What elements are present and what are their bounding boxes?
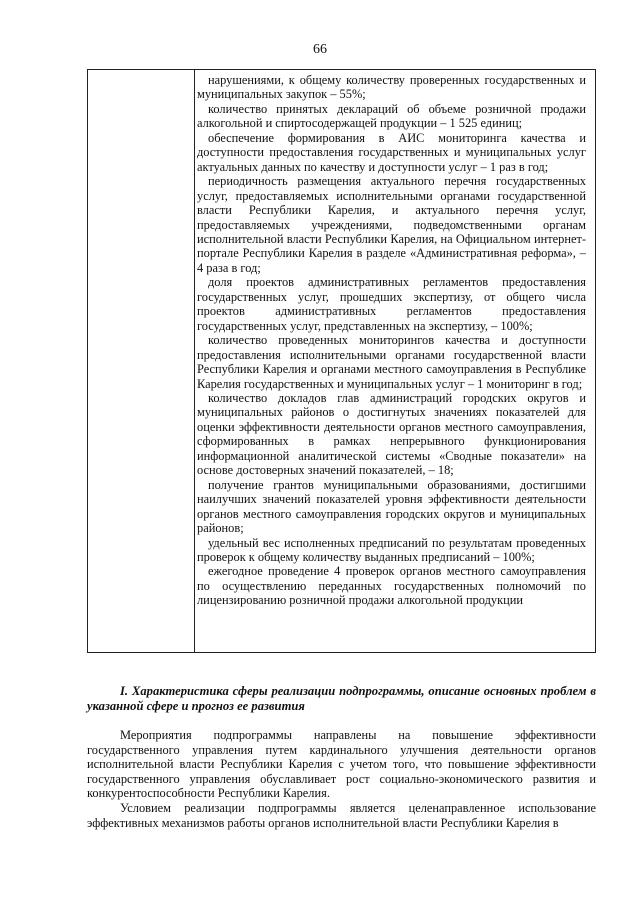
indicator-paragraph: доля проектов административных регламентов предоставления государственных услуг, прошедших экспертизу, от общего числа проектов административных регламентов предоставления государственных услуг, представленных на экспертизу, – 100%; [197,275,586,333]
indicator-paragraph: нарушениями, к общему количеству проверенных государственных и муниципальных закупок – 55%; [197,73,586,102]
indicators-cell [197,73,586,608]
indicator-paragraph: получение грантов муниципальными образованиями, достигшими наилучших значений показателей уровня эффективности деятельности органов местного самоуправления городских округов и муниципальных районов; [197,477,586,536]
table-column-divider [194,70,195,652]
indicator-paragraph: удельный вес исполненных предписаний по результатам проведенных проверок к общему количеству выданных предписаний – 100%; [197,535,586,564]
indicator-paragraph: количество принятых деклараций об объеме розничной продажи алкогольной и спиртосодержащей продукции – 1 525 единиц; [197,101,586,131]
body-paragraph: Мероприятия подпрограммы направлены на повышение эффективности государственного управления путем кардинального улучшения деятельности органов исполнительной власти Республики Карелия с учетом того, что повышение эффективности государственного управления обуславливает рост социально-экономического развития и конкурентоспособности Республики Карелия. [87,728,596,801]
indicator-paragraph: количество докладов глав администраций городских округов и муниципальных районов о достигнутых значениях показателей для оценки эффективности деятельности органов местного самоуправления, сформированных в рамках непрерывного функционирования информационной аналитической системы «Сводные показатели» на основе достоверных значений показателей, – 18; [197,390,586,478]
section-heading: I. Характеристика сферы реализации подпрограммы, описание основных проблем в указанной сфере и прогноз ее развития [87,684,596,713]
indicator-paragraph: количество проведенных мониторингов качества и доступности предоставления исполнительными органами государственной власти Республики Карелия и органами местного самоуправления в Республике Карелия государственных и муниципальных услуг – 1 мониторинг в год; [197,333,586,391]
body-paragraph: Условием реализации подпрограммы является целенаправленное использование эффективных механизмов работы органов исполнительной власти Республики Карелия в [87,800,596,830]
indicator-paragraph: ежегодное проведение 4 проверок органов местного самоуправления по осуществлению переданных государственных полномочий по лицензированию розничной продажи алкогольной продукции [197,564,586,608]
indicator-paragraph: обеспечение формирования в АИС мониторинга качества и доступности предоставления государственных и муниципальных услуг актуальных данных по качеству и доступности услуг – 1 раз в год; [197,130,586,174]
indicators-table [87,69,596,653]
section-body [87,728,596,830]
indicator-paragraph: периодичность размещения актуального перечня государственных услуг, предоставляемых исполнительными органами государственной власти Республики Карелия, и актуального перечня услуг, предоставляемых учреждениями, подведомственными органам исполнительной власти Республики Карелия, на Официальном интернет-портале Республики Карелия в разделе «Административная реформа», – 4 раза в год; [197,174,586,275]
page-number: 66 [313,42,327,57]
